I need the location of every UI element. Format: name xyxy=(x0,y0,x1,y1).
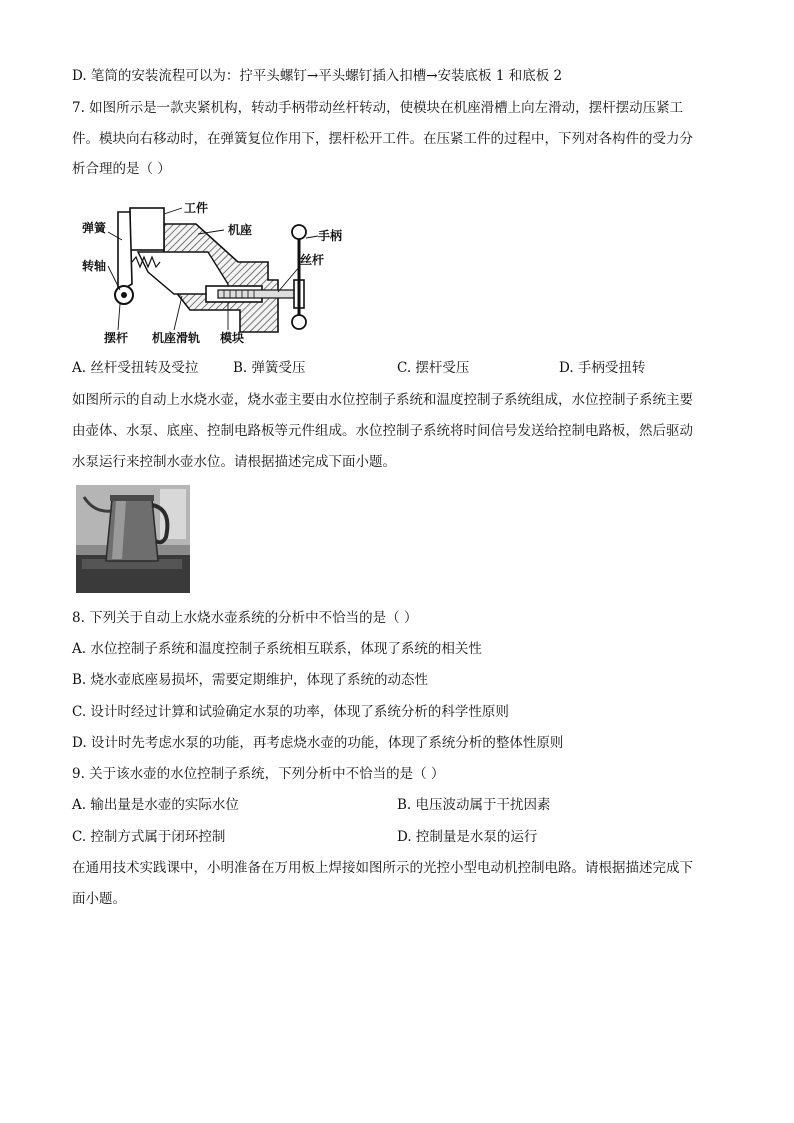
clamp-mechanism-figure xyxy=(78,192,348,352)
handle-knob-bottom xyxy=(292,315,306,329)
q8-option-d: D. 设计时先考虑水泵的功能，再考虑烧水壶的功能，体现了系统分析的整体性原则 xyxy=(72,735,564,751)
q7-stem-line-2: 件。模块向右移动时，在弹簧复位作用下，摆杆松开工件。在压紧工件的过程中，下列对各构件的受力分 xyxy=(72,131,693,147)
kettle-intro-line-1: 如图所示的自动上水烧水壶，烧水壶主要由水位控制子系统和温度控制子系统组成，水位控制子系统主要 xyxy=(72,392,693,408)
handle-knob-top xyxy=(292,225,306,239)
lever-shape xyxy=(118,212,132,292)
label-workpiece: 工件 xyxy=(184,201,209,215)
q7-option-b: B. 弹簧受压 xyxy=(233,360,306,376)
label-pivot: 转轴 xyxy=(82,259,107,273)
kettle-intro-line-3: 水泵运行来控制水壶水位。请根据描述完成下面小题。 xyxy=(72,454,396,470)
q7-option-d: D. 手柄受扭转 xyxy=(559,360,646,376)
kettle-photo xyxy=(76,485,190,593)
q9-option-a: A. 输出量是水壶的实际水位 xyxy=(72,797,239,813)
kettle-intro-line-2: 由壶体、水泵、底座、控制电路板等元件组成。水位控制子系统将时间信号发送给控制电路板，然后驱动 xyxy=(72,423,693,439)
q7-option-a: A. 丝杆受扭转及受拉 xyxy=(72,360,199,376)
workpiece-shape xyxy=(130,208,164,250)
circuit-intro-line-2: 面小题。 xyxy=(72,891,126,907)
label-handle: 手柄 xyxy=(318,229,343,243)
label-screw: 丝杆 xyxy=(300,253,325,267)
q8-option-a: A. 水位控制子系统和温度控制子系统相互联系，体现了系统的相关性 xyxy=(72,641,482,657)
label-rail: 机座滑轨 xyxy=(152,331,201,345)
circuit-intro-line-1: 在通用技术实践课中，小明准备在万用板上焊接如图所示的光控小型电动机控制电路。请根据描述完成下 xyxy=(72,860,693,876)
q9-stem: 9. 关于该水壶的水位控制子系统，下列分析中不恰当的是（ ） xyxy=(72,766,445,782)
q7-stem-line-1: 7. 如图所示是一款夹紧机构，转动手柄带动丝杆转动，使模块在机座滑槽上向左滑动，摆杆摆动压紧工 xyxy=(72,100,684,116)
q6-option-d: D. 笔筒的安装流程可以为：拧平头螺钉→平头螺钉插入扣槽→安装底板 1 和底板 2 xyxy=(72,68,563,84)
q9-option-d: D. 控制量是水泵的运行 xyxy=(397,829,538,845)
q7-option-c: C. 摆杆受压 xyxy=(397,360,470,376)
label-base: 机座 xyxy=(228,223,253,237)
q8-option-b: B. 烧水壶底座易损坏，需要定期维护，体现了系统的动态性 xyxy=(72,672,429,688)
q8-option-c: C. 设计时经过计算和试验确定水泵的功率，体现了系统分析的科学性原则 xyxy=(72,704,509,720)
label-lever: 摆杆 xyxy=(104,331,129,345)
q8-stem: 8. 下列关于自动上水烧水壶系统的分析中不恰当的是（ ） xyxy=(72,610,418,626)
label-spring: 弹簧 xyxy=(82,221,107,235)
label-block: 模块 xyxy=(220,331,245,345)
q9-option-b: B. 电压波动属于干扰因素 xyxy=(397,797,551,813)
q7-stem-line-3: 析合理的是（ ） xyxy=(72,161,171,177)
q9-option-c: C. 控制方式属于闭环控制 xyxy=(72,829,226,845)
